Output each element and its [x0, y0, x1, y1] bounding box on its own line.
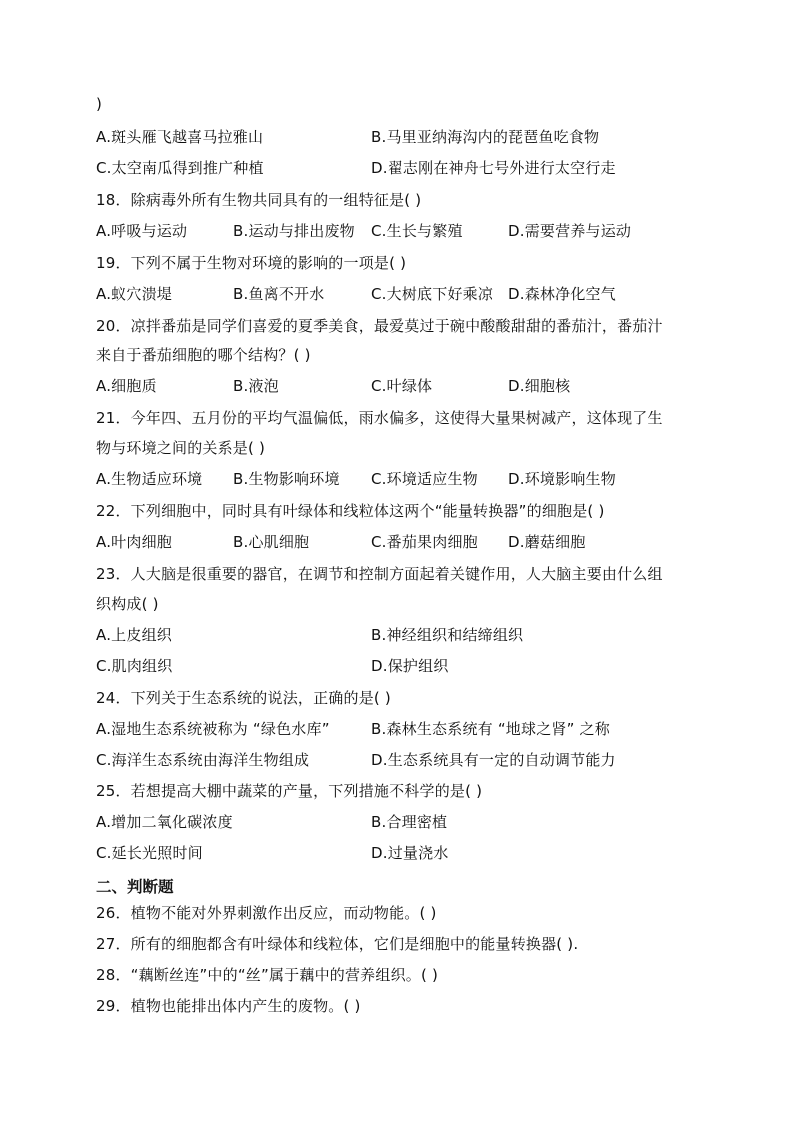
- q28-statement: 28．“藕断丝连”中的“丝”属于藕中的营养组织。( ): [96, 966, 439, 984]
- q19-option-a: A.蚁穴溃堤: [96, 285, 172, 303]
- q22-option-a: A.叶肉细胞: [96, 533, 172, 551]
- q17-option-a: A.斑头雁飞越喜马拉雅山: [96, 128, 264, 146]
- q25-option-d: D.过量浇水: [371, 844, 449, 862]
- q19-option-d: D.森林净化空气: [508, 285, 616, 303]
- q26-statement: 26．植物不能对外界刺激作出反应，而动物能。( ): [96, 904, 437, 922]
- q25-option-b: B.合理密植: [371, 813, 448, 831]
- q21-stem-line1: 21．今年四、五月份的平均气温偏低，雨水偏多，这使得大量果树减产，这体现了生: [96, 409, 663, 427]
- q20-option-d: D.细胞核: [508, 377, 571, 395]
- q18-option-c: C.生长与繁殖: [371, 222, 463, 240]
- q21-option-b: B.生物影响环境: [233, 470, 340, 488]
- q18-option-a: A.呼吸与运动: [96, 222, 188, 240]
- q24-option-a: A.湿地生态系统被称为 “绿色水库”: [96, 720, 330, 738]
- q23-option-a: A.上皮组织: [96, 626, 172, 644]
- q20-stem-line1: 20．凉拌番茄是同学们喜爱的夏季美食，最爱莫过于碗中酸酸甜甜的番茄汁，番茄汁: [96, 317, 663, 335]
- q17-option-c: C.太空南瓜得到推广种植: [96, 159, 264, 177]
- q22-stem: 22．下列细胞中，同时具有叶绿体和线粒体这两个“能量转换器”的细胞是( ): [96, 502, 605, 520]
- q27-statement: 27．所有的细胞都含有叶绿体和线粒体，它们是细胞中的能量转换器( ).: [96, 935, 579, 953]
- q24-option-d: D.生态系统具有一定的自动调节能力: [371, 751, 616, 769]
- q25-option-c: C.延长光照时间: [96, 844, 203, 862]
- q23-option-d: D.保护组织: [371, 657, 449, 675]
- q21-stem-line2: 物与环境之间的关系是( ): [96, 439, 266, 457]
- q19-option-b: B.鱼离不开水: [233, 285, 325, 303]
- q17-option-d: D.翟志刚在神舟七号外进行太空行走: [371, 159, 616, 177]
- q20-stem-line2: 来自于番茄细胞的哪个结构？( ): [96, 346, 311, 364]
- q17-tail: ): [96, 95, 103, 113]
- q24-option-b: B.森林生态系统有 “地球之肾” 之称: [371, 720, 610, 738]
- q18-option-d: D.需要营养与运动: [508, 222, 632, 240]
- q24-option-c: C.海洋生态系统由海洋生物组成: [96, 751, 310, 769]
- q18-stem: 18．除病毒外所有生物共同具有的一组特征是( ): [96, 191, 422, 209]
- section-title-true-false: 二、判断题: [96, 878, 174, 896]
- q23-stem-line1: 23．人大脑是很重要的器官，在调节和控制方面起着关键作用，人大脑主要由什么组: [96, 565, 663, 583]
- q25-option-a: A.增加二氧化碳浓度: [96, 813, 233, 831]
- q21-option-c: C.环境适应生物: [371, 470, 478, 488]
- q20-option-b: B.液泡: [233, 377, 279, 395]
- q22-option-d: D.蘑菇细胞: [508, 533, 586, 551]
- q19-stem: 19．下列不属于生物对环境的影响的一项是( ): [96, 254, 407, 272]
- q21-option-d: D.环境影响生物: [508, 470, 616, 488]
- q22-option-b: B.心肌细胞: [233, 533, 310, 551]
- q21-option-a: A.生物适应环境: [96, 470, 203, 488]
- q20-option-a: A.细胞质: [96, 377, 157, 395]
- q22-option-c: C.番茄果肉细胞: [371, 533, 478, 551]
- q19-option-c: C.大树底下好乘凉: [371, 285, 494, 303]
- q20-option-c: C.叶绿体: [371, 377, 433, 395]
- q29-statement: 29．植物也能排出体内产生的废物。( ): [96, 997, 361, 1015]
- q25-stem: 25．若想提高大棚中蔬菜的产量，下列措施不科学的是( ): [96, 782, 483, 800]
- q23-stem-line2: 织构成( ): [96, 595, 159, 613]
- q24-stem: 24．下列关于生态系统的说法，正确的是( ): [96, 689, 391, 707]
- q18-option-b: B.运动与排出废物: [233, 222, 355, 240]
- q17-option-b: B.马里亚纳海沟内的琵琶鱼吃食物: [371, 128, 600, 146]
- q23-option-c: C.肌肉组织: [96, 657, 173, 675]
- q23-option-b: B.神经组织和结缔组织: [371, 626, 524, 644]
